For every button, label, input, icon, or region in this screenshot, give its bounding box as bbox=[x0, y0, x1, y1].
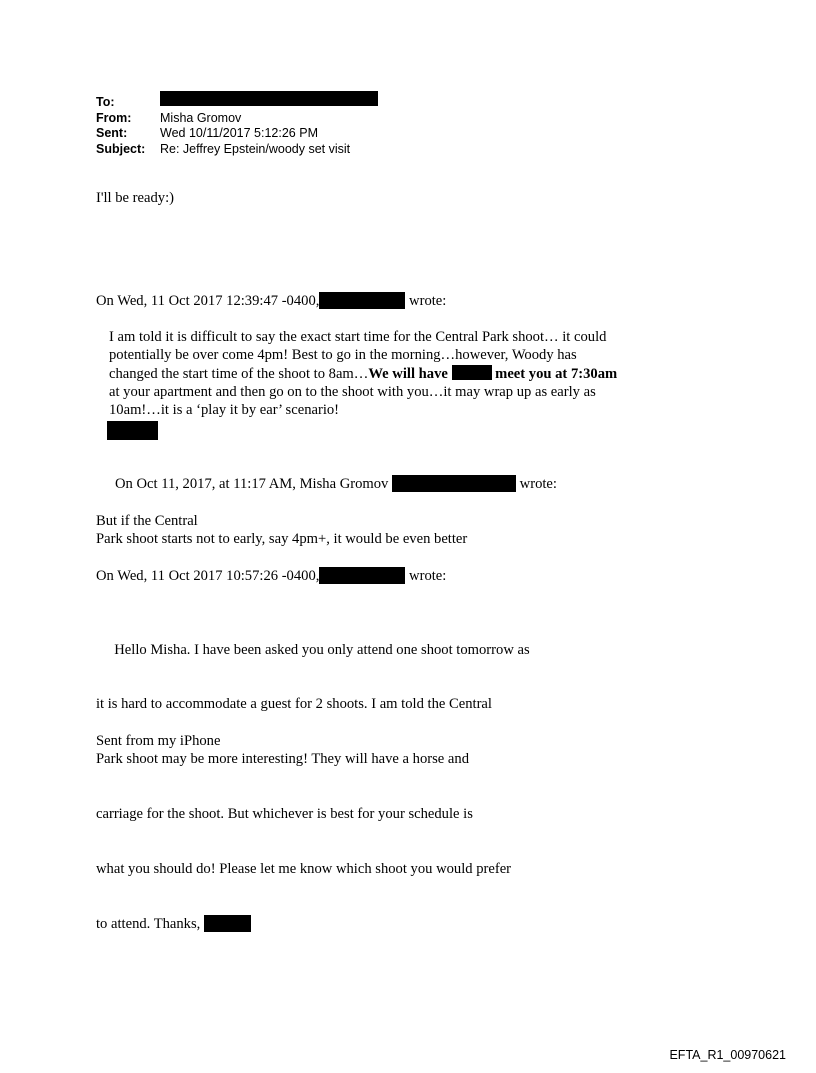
redaction-box bbox=[319, 292, 405, 309]
quote3-line: carriage for the shoot. But whichever is best for your schedule is bbox=[96, 806, 473, 823]
quote1-bold: meet you at 7:30am bbox=[495, 365, 618, 382]
quote1-body bbox=[109, 328, 617, 440]
quote1-text: changed the start time of the shoot to 8am… bbox=[109, 365, 369, 382]
quote1-bold: We will have bbox=[368, 365, 448, 382]
quote1-attribution bbox=[96, 292, 446, 311]
reply-text: I'll be ready:) bbox=[96, 190, 174, 206]
quote2-line: But if the Central bbox=[96, 513, 198, 529]
quote3-attribution bbox=[96, 567, 446, 586]
quote3-line: what you should do! Please let me know which shoot you would prefer bbox=[96, 861, 512, 878]
subject-row bbox=[96, 142, 378, 158]
quote1-signature bbox=[109, 419, 617, 440]
subject-value: Re: Jeffrey Epstein/woody set visit bbox=[160, 141, 351, 156]
attribution-text: On Oct 11, 2017, at 11:17 AM, Misha Gromov bbox=[115, 476, 389, 492]
redaction-box bbox=[107, 421, 158, 440]
quote3-line: Park shoot may be more interesting! They will have a horse and bbox=[96, 751, 469, 768]
redaction-box bbox=[392, 475, 516, 492]
redaction-box bbox=[204, 915, 251, 932]
from-label: From: bbox=[96, 110, 132, 125]
quote1-line: at your apartment and then go on to the shoot with you…it may wrap up as early as bbox=[109, 383, 596, 400]
quote3-text: to attend. Thanks, bbox=[96, 916, 201, 933]
subject-label: Subject: bbox=[96, 141, 146, 156]
quote1-line: 10am!…it is a ‘play it by ear’ scenario! bbox=[109, 402, 340, 419]
sent-value: Wed 10/11/2017 5:12:26 PM bbox=[160, 126, 318, 140]
from-row bbox=[96, 111, 378, 127]
signature: Sent from my iPhone bbox=[96, 733, 221, 749]
sent-label: Sent: bbox=[96, 126, 128, 140]
to-row bbox=[96, 95, 378, 111]
quote1-line bbox=[109, 365, 617, 383]
quote2-attribution bbox=[115, 475, 557, 494]
quote2-line: Park shoot starts not to early, say 4pm+, it would be even better bbox=[96, 531, 468, 548]
redaction-box bbox=[160, 91, 378, 106]
quote3-line bbox=[96, 915, 530, 933]
attribution-wrote: wrote: bbox=[519, 476, 557, 492]
to-label: To: bbox=[96, 95, 115, 109]
attribution-text: On Wed, 11 Oct 2017 10:57:26 -0400, bbox=[96, 568, 320, 584]
quote3-line: Hello Misha. I have been asked you only attend one shoot tomorrow as bbox=[96, 641, 530, 658]
quote2-body bbox=[96, 512, 467, 549]
quote3-body bbox=[96, 604, 530, 952]
attribution-text: On Wed, 11 Oct 2017 12:39:47 -0400, bbox=[96, 293, 320, 309]
from-value: Misha Gromov bbox=[160, 110, 242, 125]
quote3-line: it is hard to accommodate a guest for 2 shoots. I am told the Central bbox=[96, 696, 492, 713]
document-id: EFTA_R1_00970621 bbox=[669, 1048, 786, 1062]
redaction-box bbox=[452, 365, 492, 380]
redaction-box bbox=[319, 567, 405, 584]
email-header bbox=[96, 95, 378, 157]
quote1-line: potentially be over come 4pm! Best to go in the morning…however, Woody has bbox=[109, 347, 577, 364]
sent-row bbox=[96, 126, 378, 142]
quote1-line: I am told it is difficult to say the exact start time for the Central Park shoot… it could bbox=[109, 329, 607, 345]
attribution-wrote: wrote: bbox=[409, 293, 447, 309]
attribution-wrote: wrote: bbox=[409, 568, 447, 584]
